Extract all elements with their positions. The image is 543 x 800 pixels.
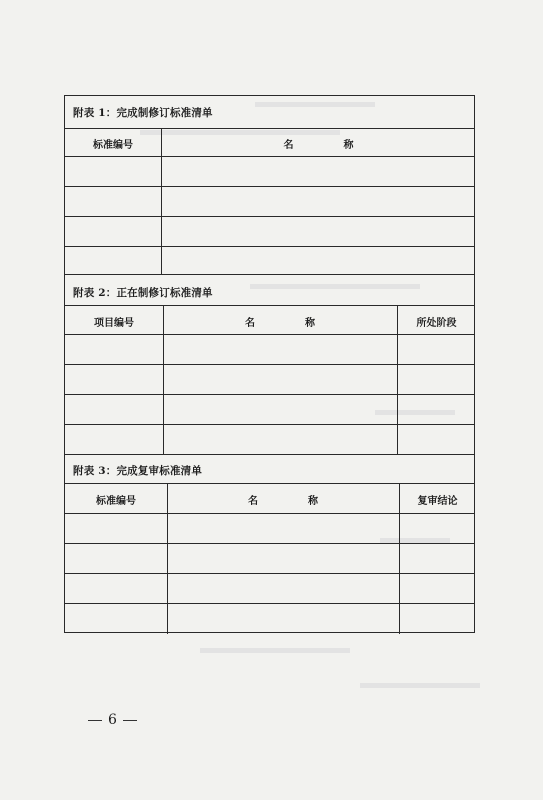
table-1-header-code: 标准编号	[93, 140, 133, 151]
table-2-column-divider	[397, 305, 398, 454]
table-1-header-name: 名 称	[283, 140, 354, 151]
table-3-header-conclusion: 复审结论	[417, 496, 458, 507]
appendix-tables-frame	[64, 95, 475, 633]
page-number-dash-left	[88, 720, 102, 721]
table-1-top-rule	[65, 128, 474, 129]
bleed-through-mark	[360, 683, 480, 688]
table-3-top-rule	[65, 483, 474, 484]
table-2-header-rule	[65, 334, 474, 335]
table-2-row-rule	[65, 364, 474, 365]
table-3-row-rule	[65, 573, 474, 574]
table-3-column-divider	[167, 483, 168, 634]
table-3-header-name: 名 称	[248, 496, 318, 507]
table-3-header-rule	[65, 513, 474, 514]
table-1-bottom-rule	[65, 274, 474, 275]
table-2-header-name: 名 称	[245, 318, 315, 329]
table-2-column-divider	[163, 305, 164, 454]
table-2-row-rule	[65, 394, 474, 395]
table-1-row-rule	[65, 186, 474, 187]
page-number-value: 6	[108, 712, 117, 728]
table-1-header-rule	[65, 156, 474, 157]
page-number	[82, 712, 143, 728]
table-2-header-stage: 所处阶段	[416, 318, 457, 329]
table-1-title: 附表 1：完成制修订标准清单	[73, 107, 213, 119]
table-3-column-divider	[399, 483, 400, 634]
table-2-row-rule	[65, 424, 474, 425]
page-number-dash-right	[123, 720, 137, 721]
table-1-row-rule	[65, 246, 474, 247]
table-2-top-rule	[65, 305, 474, 306]
table-2-title: 附表 2：正在制修订标准清单	[73, 287, 213, 299]
table-2-bottom-rule	[65, 454, 474, 455]
table-2-header-code: 项目编号	[94, 318, 134, 329]
table-1-column-divider	[161, 128, 162, 274]
bleed-through-mark	[200, 648, 350, 653]
table-1-row-rule	[65, 216, 474, 217]
table-3-row-rule	[65, 543, 474, 544]
table-3-title: 附表 3：完成复审标准清单	[73, 465, 203, 477]
table-3-header-code: 标准编号	[96, 496, 136, 507]
table-3-row-rule	[65, 603, 474, 604]
